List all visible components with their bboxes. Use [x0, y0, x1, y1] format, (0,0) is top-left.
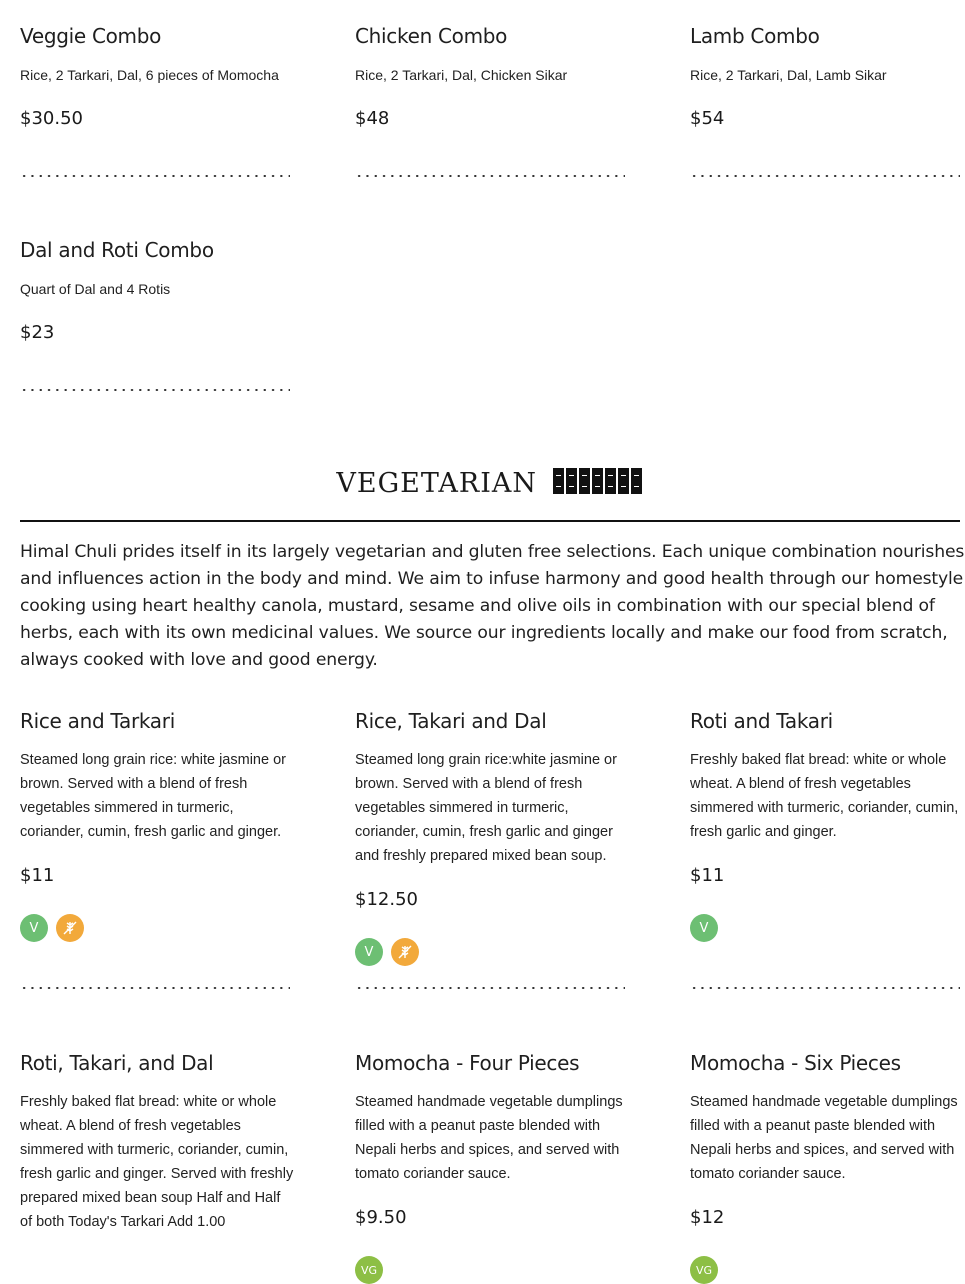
- missing-glyph-icon: [553, 468, 644, 501]
- item-price: $11: [690, 865, 725, 886]
- item-title: Rice, Takari and Dal: [355, 709, 547, 733]
- item-title: Lamb Combo: [690, 24, 820, 48]
- item-description: Rice, 2 Tarkari, Dal, Lamb Sikar: [690, 67, 887, 83]
- diet-tags: [355, 1256, 383, 1284]
- item-description: Steamed long grain rice:white jasmine or brown. Served with a blend of fresh vegetables simmered in turmeric, coriander, cumin, fresh garlic and ginger and freshly prepared mixed bean soup.: [355, 752, 617, 864]
- item-description: Quart of Dal and 4 Rotis: [20, 281, 171, 297]
- diet-tags: [355, 938, 419, 966]
- item-description: Steamed handmade vegetable dumplings filled with a peanut paste blended with Nepali herbs and spices, and served with tomato coriander sauce.: [355, 1094, 623, 1182]
- item-title: Veggie Combo: [20, 24, 162, 48]
- item-title: Chicken Combo: [355, 24, 508, 48]
- vegetarian-tag-icon: V: [20, 914, 48, 942]
- gluten-free-icon: [391, 938, 419, 966]
- item-divider: [690, 175, 960, 177]
- item-description: Rice, 2 Tarkari, Dal, 6 pieces of Momocha: [20, 67, 279, 83]
- diet-tags: [20, 914, 84, 942]
- item-description: Steamed handmade vegetable dumplings filled with a peanut paste blended with Nepali herbs and spices, and served with tomato coriander sauce.: [690, 1094, 958, 1182]
- diet-tags: [690, 914, 718, 942]
- item-price: $12: [690, 1207, 725, 1228]
- gluten-free-icon: [56, 914, 84, 942]
- section-divider: [20, 520, 960, 522]
- item-description: Freshly baked flat bread: white or whole wheat. A blend of fresh vegetables simmered with turmeric, coriander, cumin, fresh garlic and ginger.: [690, 752, 959, 840]
- item-price: $23: [20, 322, 55, 343]
- item-price: $12.50: [355, 889, 418, 910]
- item-divider: [355, 987, 625, 989]
- vegetarian-tag-icon: V: [690, 914, 718, 942]
- item-divider: [20, 389, 290, 391]
- item-price: $48: [355, 108, 390, 129]
- item-title: Momocha - Four Pieces: [355, 1051, 580, 1075]
- item-description: Rice, 2 Tarkari, Dal, Chicken Sikar: [355, 67, 568, 83]
- item-description: Freshly baked flat bread: white or whole wheat. A blend of fresh vegetables simmered with turmeric, coriander, cumin, fresh garlic and ginger. Served with freshly prepared mixed bean soup Half and Half of both Today's Tarkari Add 1.00: [20, 1094, 294, 1230]
- section-intro: Himal Chuli prides itself in its largely vegetarian and gluten free selections. Each unique combination nourishes and influences action in the body and mind. We aim to infuse harmony and good health through our homestyle cooking using heart healthy canola, mustard, sesame and olive oils in combination with our special blend of herbs, each with its own medicinal values. We source our ingredients locally and make our food from scratch, always cooked with love and good energy.: [20, 542, 965, 670]
- vegetarian-tag-icon: V: [355, 938, 383, 966]
- item-price: $9.50: [355, 1207, 407, 1228]
- section-heading-text: VEGETARIAN: [336, 468, 538, 499]
- item-divider: [690, 987, 960, 989]
- item-title: Roti and Takari: [690, 709, 833, 733]
- section-heading-vegetarian: [0, 468, 965, 501]
- item-divider: [355, 175, 625, 177]
- item-title: Rice and Tarkari: [20, 709, 175, 733]
- item-title: Roti, Takari, and Dal: [20, 1051, 214, 1075]
- item-title: Momocha - Six Pieces: [690, 1051, 901, 1075]
- item-description: Steamed long grain rice: white jasmine or brown. Served with a blend of fresh vegetables simmered in turmeric, coriander, cumin, fresh garlic and ginger.: [20, 752, 286, 840]
- item-price: $11: [20, 865, 55, 886]
- item-price: $54: [690, 108, 725, 129]
- item-title: Dal and Roti Combo: [20, 238, 214, 262]
- vegan-tag-icon: VG: [690, 1256, 718, 1284]
- diet-tags: [690, 1256, 718, 1284]
- item-price: $30.50: [20, 108, 83, 129]
- vegan-tag-icon: VG: [355, 1256, 383, 1284]
- item-divider: [20, 175, 290, 177]
- item-divider: [20, 987, 290, 989]
